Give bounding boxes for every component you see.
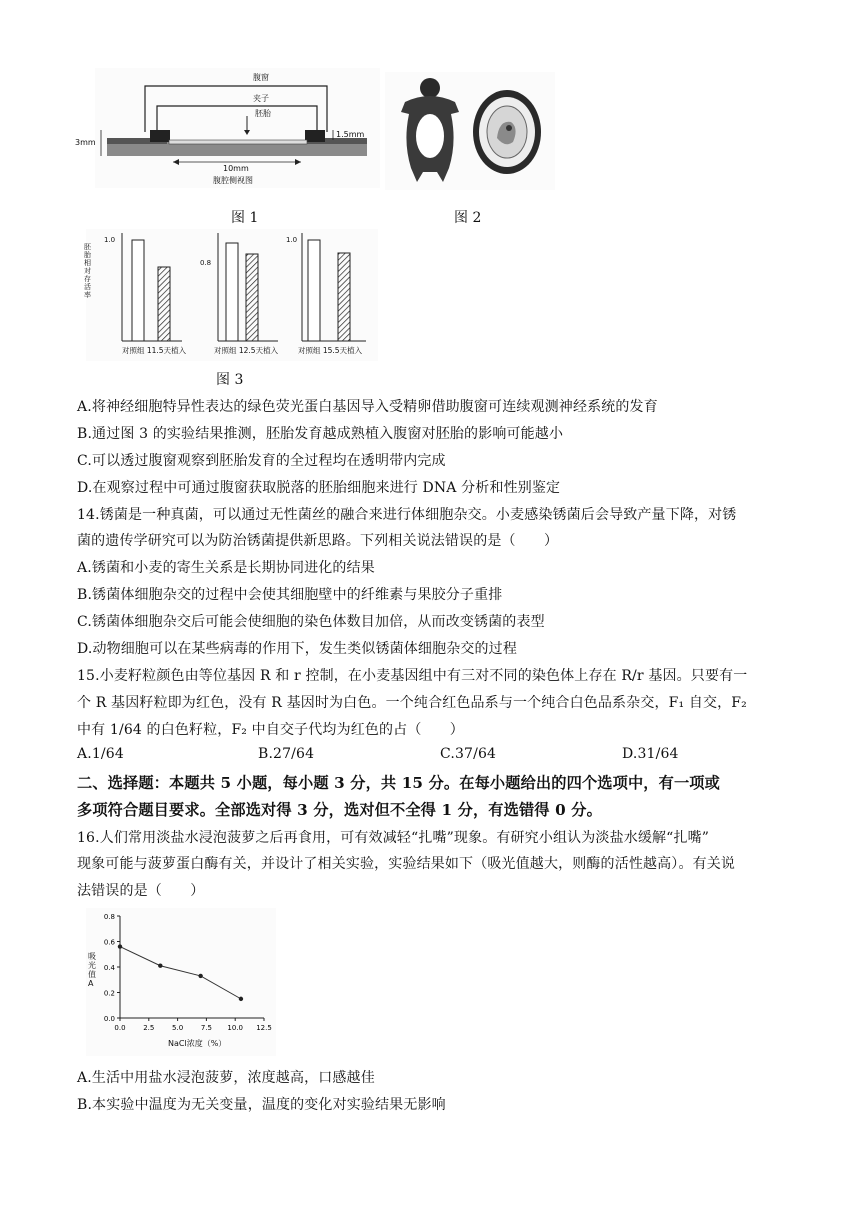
chart-xlabel: NaCl浓度（%） <box>168 1039 227 1048</box>
data-point <box>198 974 202 978</box>
figure-3 <box>86 229 378 361</box>
fig3-group-1: 对照组 11.5天植入 <box>122 346 187 355</box>
q13-option-c: C.可以透过腹窗观察到胚胎发育的全过程均在透明带内完成 <box>77 453 446 469</box>
x-tick-label: 0.0 <box>114 1024 126 1032</box>
x-tick-label: 12.5 <box>256 1024 272 1032</box>
section2-heading-line2: 多项符合题目要求。全部选对得 3 分，选对但不全得 1 分，有选错得 0 分。 <box>77 801 602 819</box>
q14-stem-line1: 14.锈菌是一种真菌，可以通过无性菌丝的融合来进行体细胞杂交。小麦感染锈菌后会导致产量下降，对锈 <box>77 507 737 523</box>
x-tick-label: 10.0 <box>227 1024 243 1032</box>
q13-option-a: A.将神经细胞特异性表达的绿色荧光蛋白基因导入受精卵借助腹窗可连续观测神经系统的发育 <box>77 399 658 415</box>
q13-option-d: D.在观察过程中可通过腹窗获取脱落的胚胎细胞来进行 DNA 分析和性别鉴定 <box>77 480 561 496</box>
dim-1-5mm: 1.5mm <box>336 130 365 139</box>
dim-10mm: 10mm <box>223 164 249 173</box>
q15-option-a: A.1/64 <box>77 746 124 762</box>
q16-option-a: A.生活中用盐水浸泡菠萝，浓度越高，口感越佳 <box>77 1070 375 1086</box>
clip-label: 夹子 <box>253 94 269 103</box>
q15-option-c: C.37/64 <box>440 746 497 762</box>
q14-option-b: B.锈菌体细胞杂交的过程中会使其细胞壁中的纤维素与果胶分子重排 <box>77 587 503 603</box>
q13-option-b: B.通过图 3 的实验结果推测，胚胎发育越成熟植入腹窗对胚胎的影响可能越小 <box>77 426 564 442</box>
q15-stem-line3: 中有 1/64 的白色籽粒，F₂ 中自交子代均为红色的占（ ） <box>77 722 464 738</box>
x-tick-label: 7.5 <box>200 1024 212 1032</box>
window-label: 腹窗 <box>253 73 269 82</box>
y-tick-label: 0.6 <box>103 938 115 947</box>
q14-option-d: D.动物细胞可以在某些病毒的作用下，发生类似锈菌体细胞杂交的过程 <box>77 641 517 657</box>
q16-stem-line3: 法错误的是（ ） <box>77 883 205 899</box>
chart-ylabel: 吸光值A <box>88 952 96 988</box>
q14-option-a: A.锈菌和小麦的寄生关系是长期协同进化的结果 <box>77 560 375 576</box>
dim-3mm: 3mm <box>75 138 96 147</box>
fig3-group-3: 对照组 15.5天植入 <box>298 346 363 355</box>
y-tick-label: 0.0 <box>103 1015 115 1023</box>
section2-heading-line1: 二、选择题：本题共 5 小题，每小题 3 分，共 15 分。在每小题给出的四个选项中，有一项或 <box>77 774 720 792</box>
q14-stem-line2: 菌的遗传学研究可以为防治锈菌提供新思路。下列相关说法错误的是（ ） <box>77 533 559 549</box>
figure-2 <box>385 72 555 190</box>
q16-stem-line2: 现象可能与菠萝蛋白酶有关，并设计了相关实验，实验结果如下（吸光值越大，则酶的活性越高）。有关说 <box>77 856 736 872</box>
y-tick-label: 0.4 <box>103 964 115 972</box>
data-point <box>118 944 122 948</box>
nacl-absorbance-plot <box>86 908 276 1056</box>
q15-option-b: B.27/64 <box>258 746 315 762</box>
survival-bar-charts <box>86 229 378 361</box>
figure-1-caption: 图 1 <box>231 210 259 226</box>
y-tick-label: 0.2 <box>103 989 115 998</box>
q15-stem-line1: 15.小麦籽粒颜色由等位基因 R 和 r 控制，在小麦基因组中有三对不同的染色体上存在 R/r 基因。只要有一 <box>77 668 748 684</box>
q15-option-d: D.31/64 <box>622 746 679 762</box>
q16-option-b: B.本实验中温度为无关变量，温度的变化对实验结果无影响 <box>77 1097 446 1113</box>
mouse-window-photos <box>385 72 555 190</box>
y-tick-label: 0.8 <box>103 913 115 921</box>
embryo-label: 胚胎 <box>255 109 271 118</box>
figure-2-caption: 图 2 <box>454 210 482 226</box>
q16-stem-line1: 16.人们常用淡盐水浸泡菠萝之后再食用，可有效减轻“扎嘴”现象。有研究小组认为淡盐水缓解“扎嘴” <box>77 830 710 846</box>
nacl-absorbance-chart <box>86 908 276 1056</box>
fig3-tick-p3: 1.0 <box>286 236 298 244</box>
side-view-label: 腹腔侧视图 <box>213 176 253 185</box>
fig3-group-2: 对照组 12.5天植入 <box>214 346 279 355</box>
data-point <box>158 964 162 968</box>
q14-option-c: C.锈菌体细胞杂交后可能会使细胞的染色体数目加倍，从而改变锈菌的表型 <box>77 614 545 630</box>
figure-3-caption: 图 3 <box>216 372 244 388</box>
fig3-ylabel: 胚胎相对存活率 <box>84 243 91 299</box>
data-line <box>120 947 241 999</box>
fig3-tick-top: 1.0 <box>104 236 116 244</box>
x-tick-label: 5.0 <box>172 1024 184 1032</box>
data-point <box>239 997 243 1001</box>
x-tick-label: 2.5 <box>143 1024 155 1032</box>
q15-stem-line2: 个 R 基因籽粒即为红色，没有 R 基因时为白色。一个纯合红色品系与一个纯合白色品系杂交，F₁ 自交，F₂ <box>77 695 747 711</box>
figure-1 <box>75 68 380 188</box>
fig3-tick-0-8: 0.8 <box>200 259 212 267</box>
